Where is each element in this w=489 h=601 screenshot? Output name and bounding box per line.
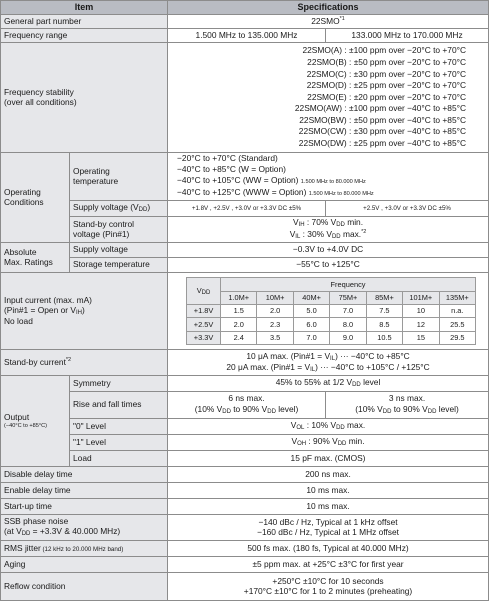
supply-voltage-label-sub: DD <box>138 207 148 214</box>
ssb-label-2-end: = +3.3V & 40.000 MHz) <box>30 526 121 537</box>
output-label <box>1 376 70 467</box>
current-cell: 29.5 <box>439 331 475 344</box>
frequency-range-right: 133.000 MHz to 170.000 MHz <box>326 29 489 43</box>
current-cell: 2.3 <box>257 318 293 331</box>
abs-supply-value: −0.3V to +4.0V DC <box>168 243 489 258</box>
rise-fall-right-1: 3 ns max. <box>388 393 426 404</box>
rise-right-2-end: level) <box>436 403 459 414</box>
load-label: Load <box>70 451 168 467</box>
current-cell: 15 <box>403 331 439 344</box>
operating-conditions-label <box>1 153 70 243</box>
stability-row: 22SMO(B) : ±50 ppm over −20°C to +70°C <box>307 56 467 67</box>
rms-jitter-label <box>1 541 168 557</box>
voh-symbol: V <box>291 436 298 447</box>
rise-fall-label: Rise and fall times <box>70 392 168 419</box>
symmetry-label: Symmetry <box>70 376 168 392</box>
vol-end: max. <box>344 420 366 431</box>
general-part-number-label: General part number <box>1 15 168 29</box>
standby-current-line-1-text: 10 μA max. (Pin#1 = V <box>246 350 331 361</box>
one-level-label: "1" Level <box>70 435 168 451</box>
frequency-column: 10M+ <box>257 291 293 304</box>
zero-level-label: "0" Level <box>70 419 168 435</box>
rise-fall-left-2 <box>171 404 322 418</box>
temperature-row <box>171 153 485 164</box>
frequency-column: 135M+ <box>439 291 475 304</box>
vil-note: *2 <box>361 229 367 236</box>
temperature-row <box>171 164 485 175</box>
standby-control-values <box>168 217 489 243</box>
temperature-row <box>171 187 485 200</box>
stability-row: 22SMO(D) : ±25 ppm over −20°C to +70°C <box>306 80 467 91</box>
header-item: Item <box>1 1 168 15</box>
ssb-value-1: −140 dBc / Hz, Typical at 1 kHz offset <box>258 516 398 527</box>
standby-control-vih <box>171 218 485 229</box>
current-cell: 10.5 <box>366 331 402 344</box>
absolute-max-label-2: Max. Ratings <box>4 256 53 267</box>
startup-label: Start-up time <box>1 499 168 515</box>
input-current-label-3: No load <box>4 315 33 326</box>
ssb-label-2-text: (at V <box>4 526 22 537</box>
symmetry-value-text: 45% to 55% at 1/2 V <box>275 377 353 388</box>
rise-left-2-sub: DD <box>222 408 231 415</box>
symmetry-value-end: level <box>360 377 381 388</box>
frequency-column: 85M+ <box>366 291 402 304</box>
frequency-stability-label-2: (over all conditions) <box>4 96 77 107</box>
current-cell: 7.0 <box>293 331 329 344</box>
input-current-label-2-end: ) <box>81 304 85 315</box>
rise-right-2-a: (10% V <box>355 403 383 414</box>
temperature-note: (WWW = Option) <box>242 187 307 198</box>
reflow-value-1: +250°C ±10°C for 10 seconds <box>272 575 384 586</box>
enable-delay-label: Enable delay time <box>1 483 168 499</box>
frequency-range-label: Frequency range <box>1 29 168 43</box>
standby-control-vil <box>171 229 485 241</box>
stability-row: 22SMO(DW) : ±25 ppm over −40°C to +85°C <box>298 138 467 149</box>
general-part-number-value <box>168 15 489 29</box>
abs-supply-label: Supply voltage <box>70 243 168 258</box>
rise-right-2-sub: DD <box>382 408 392 415</box>
stability-row: 22SMO(AW) : ±100 ppm over −40°C to +85°C <box>294 103 467 114</box>
ssb-label-2-sub: DD <box>21 531 31 538</box>
standby-control-label-2: voltage (Pin#1) <box>73 228 130 239</box>
vdd-sub: DD <box>201 289 211 296</box>
temperature-note: (WW = Option) <box>242 174 299 185</box>
operating-conditions-label-2: Conditions <box>4 196 44 207</box>
supply-voltage-label <box>70 201 168 217</box>
standby-current-line-2 <box>171 363 485 374</box>
temperature-range: −40°C to +125°C <box>177 187 241 198</box>
vdd-row-label: +1.8V <box>187 304 221 317</box>
vdd-symbol: V <box>196 285 202 295</box>
voh-sub: OH <box>297 441 307 448</box>
supply-voltage-right: +2.5V , +3.0V or +3.3V DC ±5% <box>326 201 489 217</box>
input-current-label <box>1 273 168 350</box>
operating-conditions-label-1: Operating <box>4 186 41 197</box>
current-cell: 1.5 <box>221 304 257 317</box>
rise-fall-right <box>326 392 489 419</box>
current-cell: 2.0 <box>257 304 293 317</box>
temperature-range: −40°C to +105°C <box>177 174 241 185</box>
disable-delay-label: Disable delay time <box>1 467 168 483</box>
standby-current-line-1-end: ) ··· −40°C to +85°C <box>335 350 410 361</box>
startup-value: 10 ms max. <box>168 499 489 515</box>
output-label-text: Output <box>4 412 30 423</box>
current-cell: 10 <box>403 304 439 317</box>
zero-level-value <box>168 419 489 435</box>
voh-text: : 90% V <box>306 436 338 447</box>
supply-voltage-left: +1.8V , +2.5V , +3.0V or +3.3V DC ±5% <box>168 201 326 217</box>
stability-row: 22SMO(C) : ±30 ppm over −20°C to +70°C <box>306 68 467 79</box>
vol-sub: OL <box>296 425 305 432</box>
vil-sub: IL <box>295 234 301 241</box>
rms-jitter-label-text: RMS jitter <box>4 542 41 553</box>
current-cell: 25.5 <box>439 318 475 331</box>
voh-end: min. <box>346 436 365 447</box>
symmetry-value <box>168 376 489 392</box>
current-cell: 2.4 <box>221 331 257 344</box>
output-label-temperature: (−40°C to +85°C) <box>4 422 48 429</box>
standby-current-values <box>168 350 489 376</box>
aging-label: Aging <box>1 557 168 573</box>
standby-current-label <box>1 350 168 376</box>
input-current-label-1: Input current (max. mA) <box>4 295 92 306</box>
temperature-range: −40°C to +85°C <box>177 163 236 174</box>
operating-temperature-label <box>70 153 168 201</box>
ssb-label-1: SSB phase noise <box>4 516 69 527</box>
voh-sub2: DD <box>337 441 347 448</box>
vdd-row-label: +2.5V <box>187 318 221 331</box>
current-cell: 8.5 <box>366 318 402 331</box>
one-level-value <box>168 435 489 451</box>
current-cell: 2.0 <box>221 318 257 331</box>
standby-current-line-2-sub: IL <box>310 366 316 373</box>
vdd-row-label: +3.3V <box>187 331 221 344</box>
ssb-value-2: −160 dBc / Hz, Typical at 1 MHz offset <box>257 526 399 537</box>
temperature-frequency-note: 1.500 MHz to 80.000 MHz <box>300 178 366 185</box>
frequency-column: 75M+ <box>330 291 366 304</box>
load-value: 15 pF max. (CMOS) <box>168 451 489 467</box>
enable-delay-value: 10 ms max. <box>168 483 489 499</box>
temperature-frequency-note: 1.500 MHz to 80.000 MHz <box>308 191 374 198</box>
operating-temperature-list <box>168 153 489 201</box>
standby-current-label-text: Stand-by current <box>4 357 66 368</box>
standby-current-line-1-sub: IL <box>330 355 336 362</box>
reflow-values <box>168 573 489 601</box>
current-cell: 6.0 <box>293 318 329 331</box>
stability-row: 22SMO(A) : ±100 ppm over −20°C to +70°C <box>302 45 467 56</box>
current-cell: 8.0 <box>330 318 366 331</box>
input-current-label-2-text: (Pin#1 = Open or V <box>4 304 76 315</box>
operating-temperature-label-2: temperature <box>73 175 119 186</box>
vih-sub: IH <box>298 222 305 229</box>
vil-end: max. <box>340 229 362 240</box>
vil-text: : 30% V <box>300 229 332 240</box>
absolute-max-label-1: Absolute <box>4 247 37 258</box>
frequency-column: 101M+ <box>403 291 439 304</box>
standby-control-label <box>70 217 168 243</box>
reflow-label: Reflow condition <box>1 573 168 601</box>
aging-value: ±5 ppm max. at +25°C ±3°C for first year <box>168 557 489 573</box>
storage-temperature-label: Storage temperature <box>70 258 168 273</box>
input-current-cell <box>168 273 489 350</box>
standby-current-note: *2 <box>65 357 72 364</box>
vih-text: : 70% V <box>304 217 337 228</box>
absolute-max-label <box>1 243 70 273</box>
stability-row: 22SMO(CW) : ±30 ppm over −40°C to +85°C <box>298 126 467 137</box>
frequency-column: 1.0M+ <box>221 291 257 304</box>
rise-left-2-mid: to 90% V <box>230 403 268 414</box>
temperature-note: (W = Option) <box>238 163 286 174</box>
frequency-stability-list <box>168 43 489 153</box>
stability-row: 22SMO(BW) : ±50 ppm over −40°C to +85°C <box>299 114 467 125</box>
standby-control-label-1: Stand-by control <box>73 219 134 230</box>
supply-voltage-label-end: ) <box>147 202 151 213</box>
operating-temperature-label-1: Operating <box>73 165 110 176</box>
rise-fall-left-1: 6 ns max. <box>228 393 265 404</box>
vol-text: : 10% V <box>304 420 337 431</box>
rise-left-2-a: (10% V <box>194 403 223 414</box>
ssb-values <box>168 515 489 541</box>
current-cell: 5.0 <box>293 304 329 317</box>
rms-jitter-label-band: (12 kHz to 20.000 MHz band) <box>40 545 124 553</box>
current-cell: 7.0 <box>330 304 366 317</box>
input-current-label-2 <box>4 306 164 317</box>
current-cell: 3.5 <box>257 331 293 344</box>
standby-current-line-2-end: ) ··· −40°C to +105°C / +125°C <box>315 361 430 372</box>
symmetry-value-sub: DD <box>352 382 361 389</box>
vol-sub2: DD <box>336 425 345 432</box>
header-specifications: Specifications <box>168 1 489 15</box>
ssb-label-2 <box>4 527 164 538</box>
input-current-table <box>186 277 476 345</box>
temperature-row <box>171 175 485 188</box>
vil-sub2: DD <box>331 234 341 241</box>
frequency-stability-label <box>1 43 168 153</box>
rise-left-2-sub2: DD <box>267 408 276 415</box>
rise-right-2-sub2: DD <box>427 408 437 415</box>
storage-temperature-value: −55°C to +125°C <box>168 258 489 273</box>
vil-symbol: V <box>289 229 296 240</box>
current-cell: 7.5 <box>366 304 402 317</box>
table-row <box>187 331 476 344</box>
standby-current-line-2-text: 20 μA max. (Pin#1 = V <box>226 361 311 372</box>
vdd-header <box>187 278 221 305</box>
vih-symbol: V <box>292 217 299 228</box>
current-cell: n.a. <box>439 304 475 317</box>
ssb-label <box>1 515 168 541</box>
rise-left-2-end: level) <box>275 403 299 414</box>
disable-delay-value: 200 ns max. <box>168 467 489 483</box>
frequency-stability-label-1: Frequency stability <box>4 86 74 97</box>
input-current-label-2-sub: IH <box>75 309 82 316</box>
frequency-range-left: 1.500 MHz to 135.000 MHz <box>168 29 326 43</box>
part-number: 22SMO <box>311 16 340 27</box>
current-cell: 9.0 <box>330 331 366 344</box>
reflow-value-2: +170°C ±10°C for 1 to 2 minutes (preheating) <box>243 585 413 596</box>
temperature-range: −20°C to +70°C <box>177 153 236 163</box>
supply-voltage-label-text: Supply voltage (V <box>73 202 139 213</box>
rise-fall-right-2 <box>329 404 485 418</box>
frequency-column: 40M+ <box>293 291 329 304</box>
current-cell: 12 <box>403 318 439 331</box>
temperature-note: (Standard) <box>238 153 278 163</box>
rise-right-2-mid: to 90% V <box>391 403 428 414</box>
vih-sub2: DD <box>336 222 345 229</box>
part-number-note: *1 <box>339 16 345 23</box>
rms-jitter-value: 500 fs max. (180 fs, Typical at 40.000 MHz) <box>168 541 489 557</box>
table-row <box>187 304 476 317</box>
frequency-header: Frequency <box>221 278 476 291</box>
table-row <box>187 318 476 331</box>
vol-symbol: V <box>290 420 297 431</box>
rise-fall-left <box>168 392 326 419</box>
stability-row: 22SMO(E) : ±20 ppm over −20°C to +70°C <box>307 91 467 102</box>
vih-end: min. <box>344 217 364 228</box>
